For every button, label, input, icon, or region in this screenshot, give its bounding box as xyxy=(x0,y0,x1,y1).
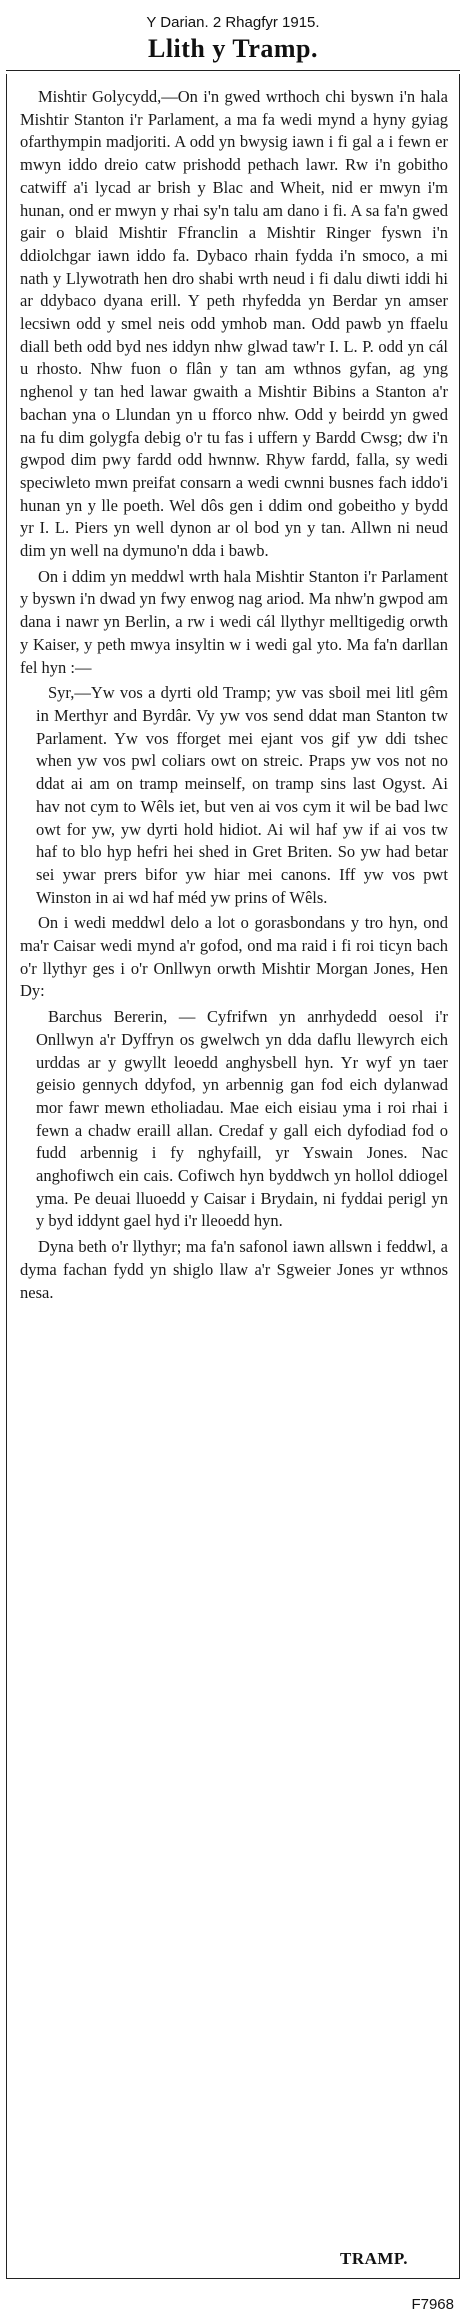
closing-paragraph: Dyna beth o'r llythyr; ma fa'n safonol iawn allswn i feddwl, a dyma fachan fydd yn shiglo llaw a'r Sgweier Jones yr wthnos nesa. xyxy=(20,1237,448,1302)
column-rule-bottom xyxy=(6,2278,460,2279)
reference-number: F7968 xyxy=(411,2296,454,2313)
signature: TRAMP. xyxy=(339,2249,408,2268)
article-paragraph: On i ddim yn meddwl wrth hala Mishtir Stanton i'r Parlament y byswn i'n dwad yn fwy enwog nag ariod. Ma nhw'n gwpod am dana i nawr yn Berlin, a rw i wedi cál llythyr melltigedig orwth y Kaiser, y peth mwya insyltin w i wedi gal yto. Ma fa'n darllan fel hyn :— xyxy=(20,566,448,677)
column-rule-top xyxy=(6,70,460,71)
article-paragraph: On i wedi meddwl delo a lot o gorasbondans y tro hyn, ond ma'r Caisar wedi mynd a'r gofod, ond ma raid i fi roi ticyn bach o'r llythyr ges i o'r Onllwyn orwth Mishtir Morgan Jones, Hen Dy: xyxy=(20,913,448,1001)
kaiser-letter: Syr,—Yw vos a dyrti old Tramp; yw vas sboil mei litl gêm in Merthyr and Byrdâr. Vy yw vos send ddat man Stanton tw Parlament. Yw vos fforget mei ejant vos gif yw ddi tshec when yw vos pwl coliars owt on streic. Praps yw vos not no ddat ai am on tramp meinself, on tramp sins last Ogyst. Ai hav not cym to Wêls iet, but ven ai vos cym it wil be bad lwc owt for yw, yw dyrti hold hidiot. Ai wil haf yw if ai vos tw haf to blo hyp hefri hei shed in Gret Briten. So yw had betar sei ywar prers bifor yw hiar mei canons. Iff yw vos pwt Winston in ai wd haf méd yw prins of Wêls. xyxy=(36,683,448,907)
source-line: Y Darian. 2 Rhagfyr 1915. xyxy=(146,14,320,31)
article-body xyxy=(20,86,448,1307)
jones-letter: Barchus Bererin, — Cyfrifwn yn anrhydedd oesol i'r Onllwyn a'r Dyffryn os gwelwch yn dda daflu llewyrch eich urddas ar y gwyllt leoedd anghysbell hyn. Yr wyf yn taer geisio gennych ddyfod, yn arbennig gan fod eich dylanwad mor fawr mewn etholiadau. Mae eich eisiau yma i roi rhai i fewn a chadw eraill allan. Credaf y gall eich dyfodiad fod o fudd arbennig i fy nghyfaill, yr Yswain Jones. Nac anghofiwch ein cais. Cofiwch hyn byddwch yn hollol ddiogel yma. Pe deuai lluoedd y Caisar i Brydain, ni fyddai perigl yn y byd iddynt gael hyd i'r lleoedd hyn. xyxy=(36,1007,448,1231)
article-paragraph: Mishtir Golycydd,—On i'n gwed wrthoch chi byswn i'n hala Mishtir Stanton i'r Parlament, a ma fa wedi mynd a hyny gyiag ofarthympin madjoriti. A odd yn bwysig iawn i fi gal a i fewn er mwyn iddo dreio catw prishodd pethach lawr. Rw i'n gobitho catwiff a'i lycad ar brish y Blac and Wheit, nid er mwyn i'm hunan, ond er mwyn y rhai sy'n talu am dano i fi. A sa fa'n gwed gair o blaid Mishtir Ffranclin a Mishtir Ringer fyswn i'n ddiolchgar iawn iddo fa. Dybaco rhain fydda i'n smoco, a mi nath y Llywotrath hen dro shabi wrth neud i fi dalu diwti iddi hi ar ddybaco dyana erill. Y peth rhyfedda yn Berdar yn amser lecsiwn odd y smel neis odd ymhob man. Odd pawb yn ffaelu diall beth odd byd nes iddyn nhw glwad taw'r I. L. P. odd yn cál u rhosto. Nhw fuon o flân y tan am wthnos gyfan, ag yng nghenol y tan hed lawar gwaith a Mishtir Bibins a Stanton a'r bachan yna o Llundan yn u fforco nhw. Odd y beirdd yn gwed na fu dim golygfa debig o'r tu fas i uffern y Bardd Cwsg; dw i'n gwpod dim pwy fardd odd hwnnw. Rhyw fardd, falla, sy wedi speciwleto mwn preifat consarn a wedi cwnni busnes fach iddo'i hunan yn y lle poeth. Wel dôs gen i ddim ond gobeitho y bydd yr I. L. Piers yn well dynon ar ol bod yn y tan. Allwn ni neud dim yn well na dymuno'n dda i bawb. xyxy=(20,87,448,561)
article-title: Llith y Tramp. xyxy=(147,34,318,63)
newspaper-clipping xyxy=(6,4,460,2319)
